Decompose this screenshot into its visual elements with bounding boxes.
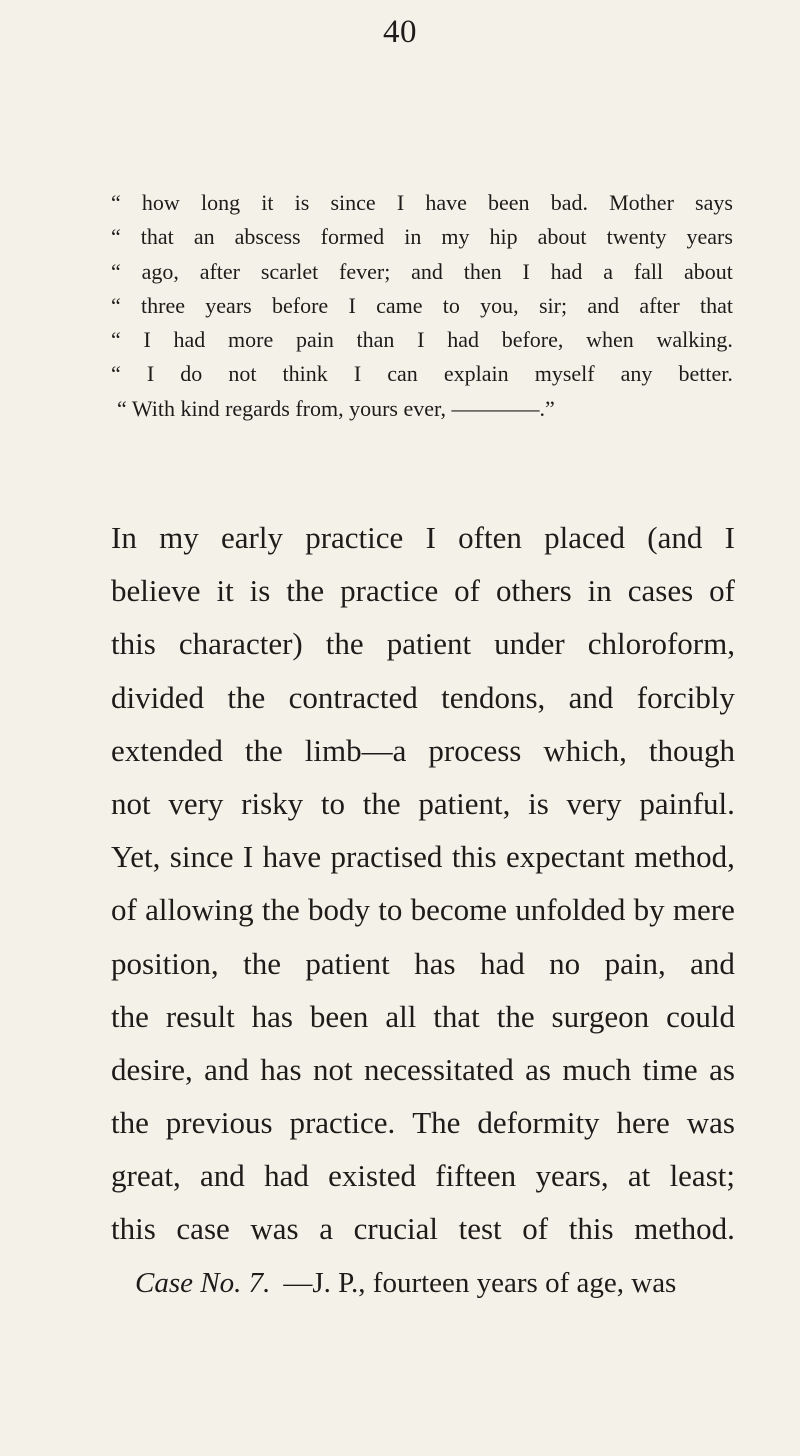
word: case <box>176 1211 230 1247</box>
word: and <box>204 1051 249 1087</box>
word: method. <box>634 1211 735 1247</box>
word: mere <box>672 892 735 928</box>
word: body <box>307 892 370 928</box>
word: than <box>356 327 395 353</box>
word: years <box>686 224 733 250</box>
word: my <box>159 520 199 555</box>
word: risky <box>241 785 304 821</box>
word: is <box>294 190 310 215</box>
word: very <box>168 785 224 821</box>
word: and <box>587 292 620 318</box>
word: a <box>603 258 613 284</box>
word: pain <box>295 327 334 353</box>
word: after <box>639 292 680 318</box>
word: the <box>261 892 300 928</box>
word: it <box>216 573 234 609</box>
word: do <box>180 361 203 387</box>
word: “ <box>111 361 121 387</box>
word: contracted <box>288 679 418 715</box>
word: since <box>169 839 234 875</box>
word: by <box>633 892 665 928</box>
word: walking. <box>656 327 733 353</box>
word: placed <box>544 520 626 555</box>
word: allowing <box>145 892 254 928</box>
word: ago, <box>141 258 179 284</box>
word: I <box>396 190 405 215</box>
word: to <box>320 785 345 821</box>
word: crucial <box>353 1211 438 1247</box>
paragraph-line <box>111 778 735 831</box>
word: says <box>695 190 733 215</box>
letter-line <box>111 323 733 357</box>
word: early <box>220 520 283 555</box>
word: is <box>249 573 271 609</box>
word: in <box>404 224 422 250</box>
word: how <box>141 190 180 215</box>
paragraph-line <box>111 1203 735 1256</box>
word: this <box>568 1211 614 1247</box>
word: not <box>111 785 151 821</box>
word: method, <box>634 839 735 875</box>
word: of <box>454 573 480 609</box>
word: forcibly <box>636 679 735 715</box>
word: previous <box>165 1105 273 1141</box>
word: a <box>319 1211 333 1247</box>
word: Mother <box>609 190 674 215</box>
word: three <box>141 292 186 318</box>
word: I <box>353 361 362 387</box>
word: had <box>447 327 479 353</box>
word: I <box>143 327 151 353</box>
word: twenty <box>606 224 667 250</box>
word: pain, <box>604 945 666 981</box>
word: an <box>193 224 215 250</box>
word: no <box>549 945 581 981</box>
word: I <box>242 839 254 875</box>
case-heading-line <box>111 1257 735 1310</box>
paragraph-line <box>111 618 735 671</box>
word: and <box>690 945 735 981</box>
word: deformity <box>477 1105 600 1141</box>
word: any <box>620 361 653 387</box>
case-label: Case No. 7. <box>135 1266 271 1299</box>
word: all <box>385 998 417 1034</box>
word: least; <box>669 1158 735 1194</box>
paragraph-line <box>111 938 735 991</box>
word: to <box>442 292 460 318</box>
word: been <box>309 998 369 1034</box>
paragraph-line <box>111 884 735 937</box>
word: was <box>686 1105 735 1141</box>
word: much <box>562 1051 632 1087</box>
word: could <box>666 998 735 1034</box>
word: very <box>566 785 622 821</box>
word: sir; <box>538 292 568 318</box>
word: expectant <box>506 839 625 875</box>
word: become <box>410 892 507 928</box>
word: had <box>264 1158 309 1194</box>
quoted-letter <box>111 186 733 426</box>
paragraph-line <box>111 512 735 565</box>
word: this <box>111 626 156 662</box>
word: that <box>140 224 174 250</box>
word: patient <box>386 626 472 662</box>
word: test <box>458 1211 502 1247</box>
word: this <box>111 1211 156 1247</box>
word: at <box>627 1158 651 1194</box>
word: had <box>550 258 583 284</box>
word: patient <box>305 945 390 981</box>
paragraph-line <box>111 1150 735 1203</box>
word: about <box>537 224 587 250</box>
word: cases <box>627 573 694 609</box>
word: have <box>425 190 467 215</box>
word: after <box>199 258 240 284</box>
word: long <box>200 190 241 215</box>
word: I <box>425 520 436 555</box>
word: tendons, <box>441 679 546 715</box>
word: scarlet <box>260 258 319 284</box>
word: process <box>428 732 522 768</box>
word: “ <box>111 224 121 250</box>
word: in <box>587 573 612 609</box>
word: about <box>683 258 733 284</box>
word: the <box>243 945 281 981</box>
word: has <box>251 998 293 1034</box>
paragraph-line <box>111 672 735 725</box>
word: position, <box>111 945 219 981</box>
paragraph-line <box>111 565 735 618</box>
word: the <box>325 626 364 662</box>
word: In <box>111 520 137 555</box>
word: bad. <box>550 190 588 215</box>
word: “ <box>111 258 121 284</box>
word: since <box>330 190 376 215</box>
word: necessitated <box>364 1051 514 1087</box>
word: “ <box>111 292 121 318</box>
letter-line <box>111 289 733 323</box>
word: painful. <box>639 785 735 821</box>
word: think <box>282 361 328 387</box>
word: of <box>522 1211 549 1247</box>
word: as <box>525 1051 551 1087</box>
word: though <box>648 732 735 768</box>
word: my <box>441 224 470 250</box>
word: I <box>724 520 735 555</box>
word: time <box>642 1051 698 1087</box>
word: has <box>414 945 456 981</box>
word: I <box>522 258 530 284</box>
word: that <box>699 292 733 318</box>
word: have <box>262 839 322 875</box>
word: has <box>260 1051 302 1087</box>
word: the <box>111 1105 149 1141</box>
word: was <box>250 1211 299 1247</box>
word: the <box>362 785 401 821</box>
case-text: —J. P., fourteen years of age, was <box>283 1266 677 1299</box>
word: years, <box>535 1158 609 1194</box>
word: practice <box>340 573 439 609</box>
word: others <box>495 573 572 609</box>
word: character) <box>178 626 303 662</box>
paragraph-line <box>111 991 735 1044</box>
word: before, <box>501 327 564 353</box>
word: (and <box>647 520 703 555</box>
word: it <box>261 190 274 215</box>
word: that <box>433 998 480 1034</box>
word: the <box>244 732 283 768</box>
word: desire, <box>111 1051 193 1087</box>
word: formed <box>320 224 385 250</box>
word: I <box>417 327 425 353</box>
word: and <box>200 1158 245 1194</box>
word: you, <box>480 292 519 318</box>
letter-closing: “ With kind regards from, yours ever, ————.” <box>117 395 555 421</box>
word: chloroform, <box>587 626 735 662</box>
word: result <box>165 998 235 1034</box>
letter-line <box>111 186 733 220</box>
word: to <box>378 892 403 928</box>
word: practice. <box>289 1105 396 1141</box>
word: often <box>458 520 522 555</box>
word: the <box>286 573 325 609</box>
paragraph-line <box>111 1097 735 1150</box>
word: years <box>205 292 252 318</box>
word: The <box>412 1105 461 1141</box>
body-paragraph <box>111 512 735 1310</box>
word: not <box>313 1051 353 1087</box>
paragraph-line <box>111 725 735 778</box>
paragraph-line <box>111 831 735 884</box>
word: more <box>228 327 274 353</box>
word: fifteen <box>435 1158 517 1194</box>
word: great, <box>111 1158 181 1194</box>
word: “ <box>111 190 121 215</box>
word: been <box>488 190 530 215</box>
word: as <box>709 1051 735 1087</box>
word: practised <box>330 839 443 875</box>
word: Yet, <box>111 839 161 875</box>
word: of <box>709 573 735 609</box>
word: believe <box>111 573 201 609</box>
word: then <box>463 258 502 284</box>
word: the <box>496 998 535 1034</box>
word: had <box>173 327 206 353</box>
word: before <box>272 292 329 318</box>
word: “ <box>111 327 121 353</box>
word: which, <box>543 732 627 768</box>
letter-line <box>111 220 733 254</box>
word: fever; <box>339 258 391 284</box>
word: had <box>479 945 525 981</box>
word: extended <box>111 732 223 768</box>
word: not <box>228 361 257 387</box>
word: I <box>146 361 155 387</box>
word: explain <box>443 361 509 387</box>
word: better. <box>678 361 733 387</box>
word: and <box>568 679 614 715</box>
letter-line <box>111 255 733 289</box>
word: this <box>451 839 497 875</box>
word: surgeon <box>551 998 650 1034</box>
word: is <box>528 785 549 821</box>
word: here <box>616 1105 670 1141</box>
word: abscess <box>234 224 301 250</box>
word: patient, <box>418 785 511 821</box>
page-number: 40 <box>383 14 417 50</box>
word: the <box>111 998 149 1034</box>
word: unfolded <box>515 892 626 928</box>
word: I <box>348 292 356 318</box>
word: and <box>411 258 443 284</box>
word: limb—a <box>304 732 407 768</box>
word: the <box>227 679 266 715</box>
paragraph-line <box>111 1044 735 1097</box>
word: of <box>111 892 137 928</box>
word: came <box>376 292 423 318</box>
word: myself <box>534 361 595 387</box>
word: under <box>494 626 565 662</box>
word: divided <box>111 679 204 715</box>
word: when <box>586 327 634 353</box>
word: fall <box>633 258 664 284</box>
word: hip <box>489 224 518 250</box>
word: practice <box>305 520 404 555</box>
word: can <box>387 361 418 387</box>
word: existed <box>328 1158 416 1194</box>
letter-line <box>111 357 733 391</box>
